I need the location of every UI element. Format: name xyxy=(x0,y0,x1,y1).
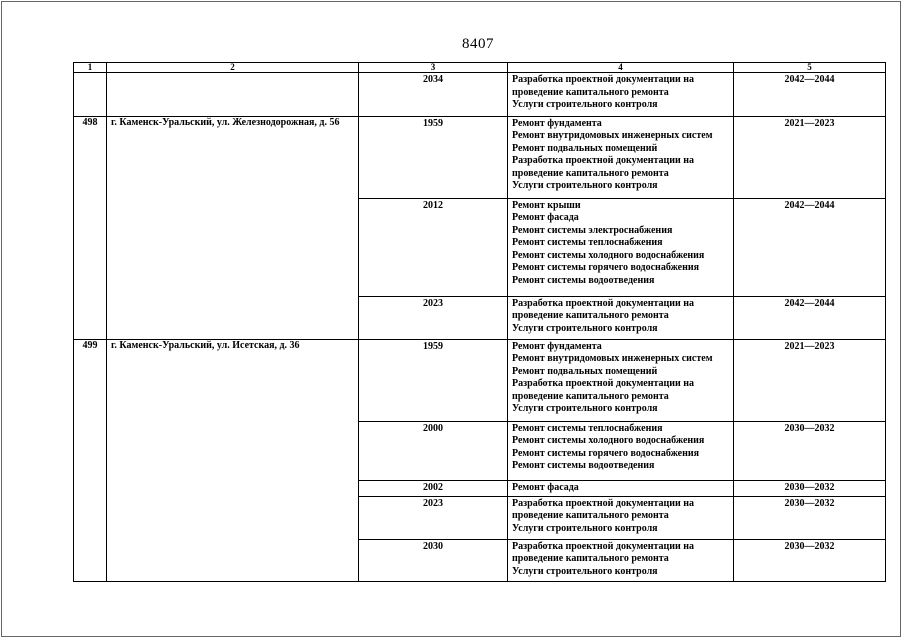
work-item: проведение капитального ремонта xyxy=(512,390,669,402)
cell-period: 2042—2044 xyxy=(734,198,886,296)
cell-year: 2012 xyxy=(359,198,508,296)
table-row xyxy=(74,116,886,198)
cell-works xyxy=(508,198,734,296)
work-item: Услуги строительного контроля xyxy=(512,522,658,534)
work-item: Услуги строительного контроля xyxy=(512,180,658,191)
cell-works xyxy=(508,339,734,421)
cell-period: 2021—2023 xyxy=(734,339,886,421)
column-number-row xyxy=(74,63,886,73)
work-item: проведение капитального ремонта xyxy=(512,310,669,321)
work-item: Ремонт фундамента xyxy=(512,340,602,352)
cell-period: 2042—2044 xyxy=(734,296,886,339)
work-item: Услуги строительного контроля xyxy=(512,99,658,110)
cell-year: 2002 xyxy=(359,480,508,496)
column-header: 4 xyxy=(508,63,734,73)
cell-works xyxy=(508,539,734,581)
cell-period: 2030—2032 xyxy=(734,480,886,496)
work-item: Услуги строительного контроля xyxy=(512,322,658,334)
work-item: Услуги строительного контроля xyxy=(512,565,658,577)
capital-repair-table xyxy=(73,62,886,582)
work-item: Ремонт системы электроснабжения xyxy=(512,224,673,236)
cell-year: 2034 xyxy=(359,73,508,117)
work-item: Разработка проектной документации на xyxy=(512,497,695,509)
cell-year: 2000 xyxy=(359,421,508,480)
work-item: Услуги строительного контроля xyxy=(512,403,658,414)
page-number: 8407 xyxy=(462,36,494,52)
cell-year: 2023 xyxy=(359,296,508,339)
work-item: Ремонт фасада xyxy=(512,212,579,223)
work-item: Ремонт системы холодного водоснабжения xyxy=(512,249,705,261)
work-item: Разработка проектной документации на xyxy=(512,540,695,552)
cell-works xyxy=(508,116,734,198)
cell-address xyxy=(107,73,359,117)
work-item: Разработка проектной документации на xyxy=(512,297,695,309)
work-item: Ремонт системы теплоснабжения xyxy=(512,422,663,434)
cell-period: 2030—2032 xyxy=(734,421,886,480)
cell-works xyxy=(508,480,734,496)
column-header: 1 xyxy=(74,63,107,73)
work-item: Разработка проектной документации на xyxy=(512,378,695,389)
cell-works xyxy=(508,296,734,339)
work-item: Ремонт внутридомовых инженерных систем xyxy=(512,353,713,364)
cell-address: г. Каменск-Уральский, ул. Исетская, д. 36 xyxy=(107,339,359,581)
cell-period: 2030—2032 xyxy=(734,539,886,581)
cell-year: 1959 xyxy=(359,116,508,198)
table-body xyxy=(74,63,886,582)
column-header: 5 xyxy=(734,63,886,73)
cell-num xyxy=(74,73,107,117)
cell-works xyxy=(508,421,734,480)
work-item: Ремонт фасада xyxy=(512,481,579,493)
cell-num: 499 xyxy=(74,339,107,581)
work-item: Ремонт системы водоотведения xyxy=(512,460,655,471)
cell-num: 498 xyxy=(74,116,107,339)
work-item: Ремонт подвальных помещений xyxy=(512,365,658,377)
work-item: Ремонт системы водоотведения xyxy=(512,274,655,286)
work-item: проведение капитального ремонта xyxy=(512,86,669,98)
work-item: Ремонт системы горячего водоснабжения xyxy=(512,262,700,273)
cell-address: г. Каменск-Уральский, ул. Железнодорожная, д. 56 xyxy=(107,116,359,339)
column-header: 2 xyxy=(107,63,359,73)
work-item: Разработка проектной документации на xyxy=(512,74,695,85)
work-item: Ремонт подвальных помещений xyxy=(512,142,658,154)
work-item: проведение капитального ремонта xyxy=(512,510,669,521)
cell-period: 2042—2044 xyxy=(734,73,886,117)
cell-works xyxy=(508,496,734,539)
work-item: Разработка проектной документации на xyxy=(512,155,695,166)
cell-period: 2030—2032 xyxy=(734,496,886,539)
table-row-continuation xyxy=(74,73,886,117)
cell-year: 1959 xyxy=(359,339,508,421)
work-item: Ремонт системы холодного водоснабжения xyxy=(512,435,705,446)
work-item: Ремонт системы теплоснабжения xyxy=(512,237,663,248)
work-item: Ремонт внутридомовых инженерных систем xyxy=(512,130,713,141)
column-header: 3 xyxy=(359,63,508,73)
work-item: проведение капитального ремонта xyxy=(512,553,669,564)
work-item: Ремонт системы горячего водоснабжения xyxy=(512,447,700,459)
cell-year: 2023 xyxy=(359,496,508,539)
cell-period: 2021—2023 xyxy=(734,116,886,198)
work-item: проведение капитального ремонта xyxy=(512,167,669,179)
cell-year: 2030 xyxy=(359,539,508,581)
work-item: Ремонт фундамента xyxy=(512,117,602,129)
work-item: Ремонт крыши xyxy=(512,199,581,211)
cell-works xyxy=(508,73,734,117)
table-row xyxy=(74,339,886,421)
